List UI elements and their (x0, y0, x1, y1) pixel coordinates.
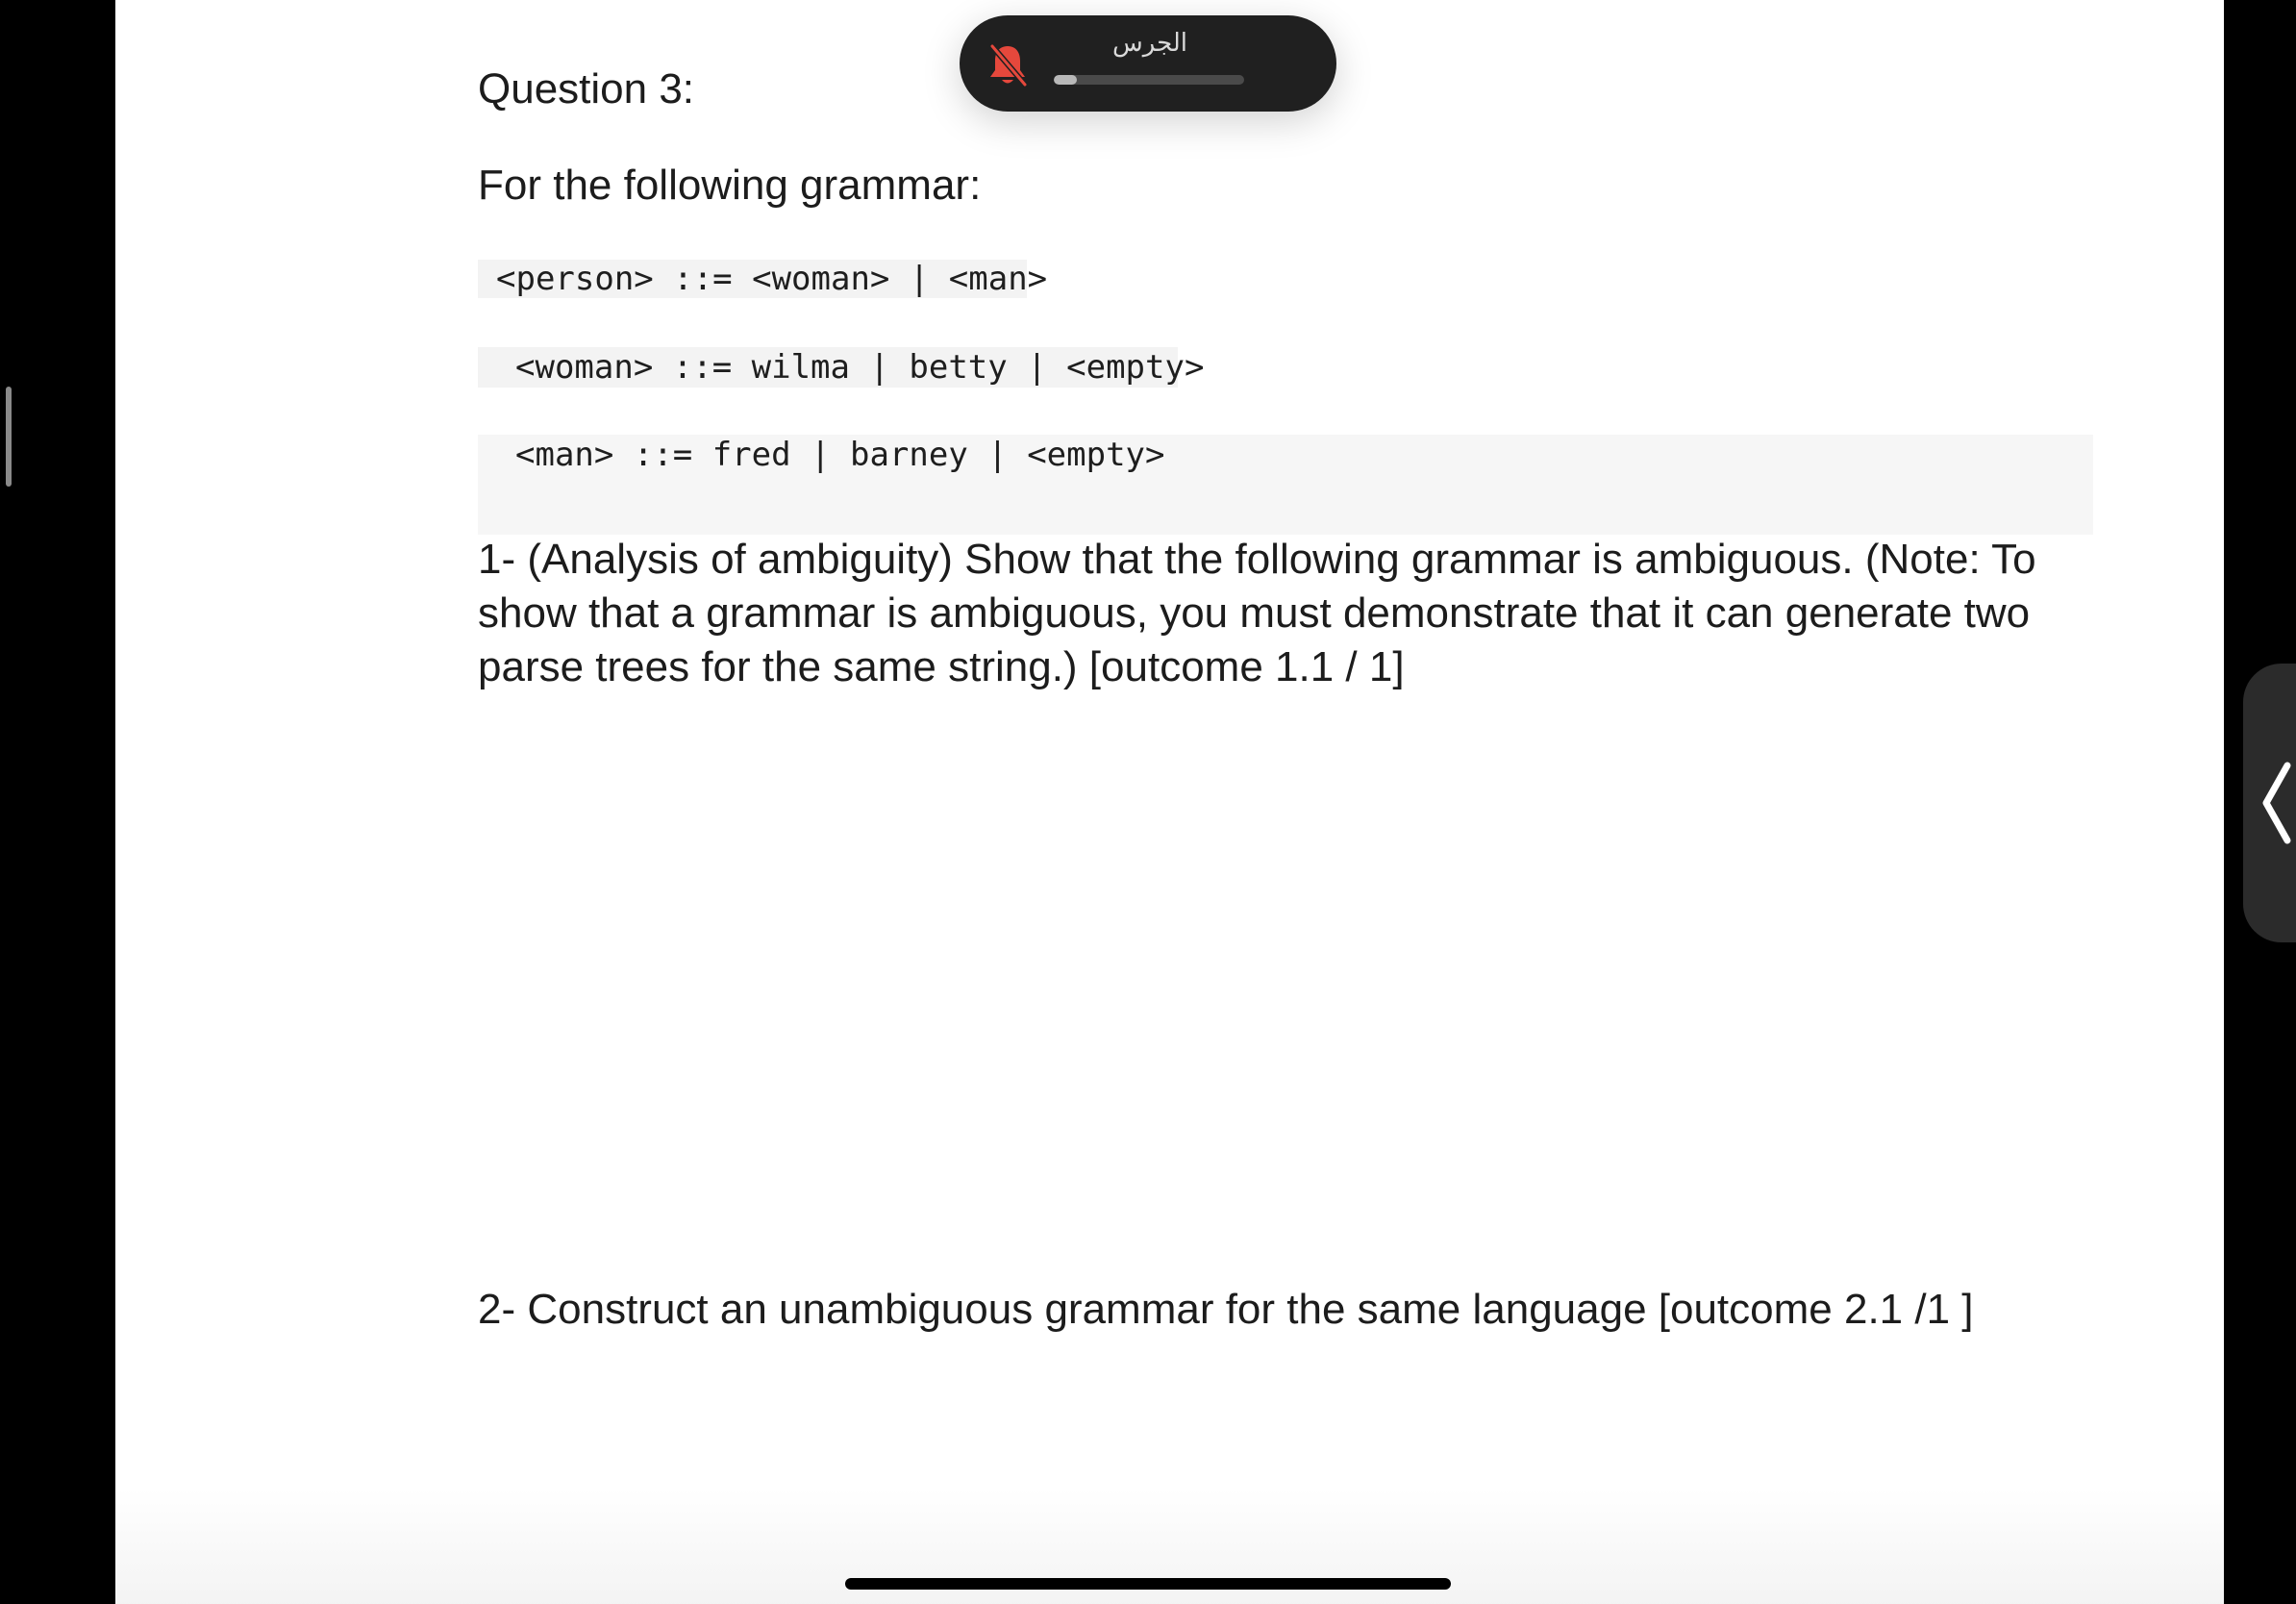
chevron-left-icon (2257, 760, 2295, 846)
volume-fill (1054, 75, 1077, 85)
document-page (115, 0, 2224, 1604)
grammar-rule-woman: <woman> ::= wilma | betty | <empty> (478, 347, 1178, 388)
silent-mode-hud (960, 15, 1336, 112)
left-edge-handle[interactable] (6, 387, 12, 487)
question-part-2: 2- Construct an unambiguous grammar for the same language [outcome 2.1 /1 ] (478, 1286, 1974, 1333)
bell-slash-icon (986, 42, 1029, 88)
question-part-1: 1- (Analysis of ambiguity) Show that the following grammar is ambiguous. (Note: To show that a grammar is ambiguous, you must demonstrate that it can generate two parse trees for the same string.) [outcome 1.1 / 1] (478, 536, 2036, 690)
grammar-intro: For the following grammar: (478, 162, 982, 209)
question-title: Question 3: (478, 65, 695, 113)
grammar-rule-person: <person> ::= <woman> | <man> (478, 260, 1027, 298)
grammar-rule-man: <man> ::= fred | barney | <empty> (478, 435, 2093, 535)
hud-label: الجرس (1111, 29, 1187, 58)
volume-track (1054, 75, 1244, 85)
home-indicator[interactable] (845, 1578, 1451, 1590)
side-panel-tab[interactable] (2243, 664, 2296, 942)
